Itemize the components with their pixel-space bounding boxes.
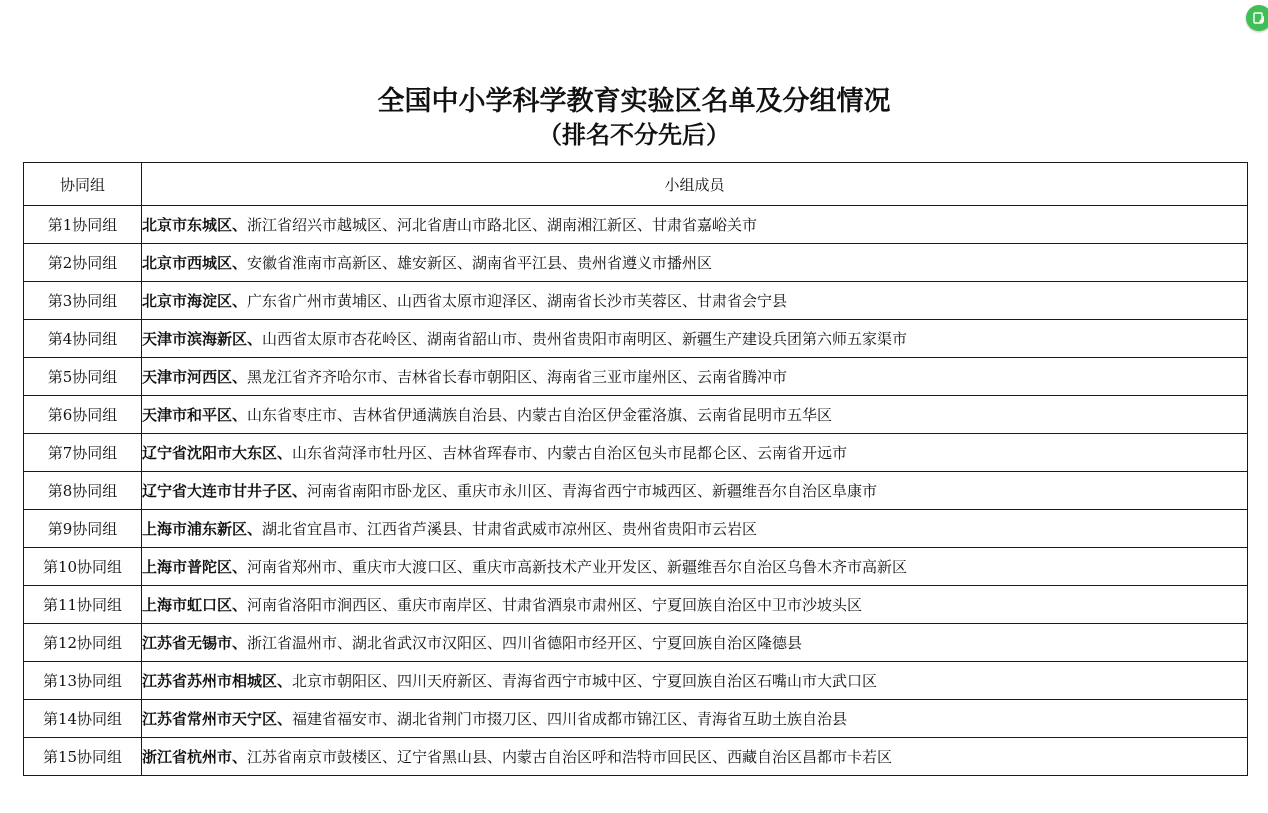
table-row (24, 282, 1248, 320)
table-row (24, 206, 1248, 244)
member-districts: 福建省福安市、湖北省荆门市掇刀区、四川省成都市锦江区、青海省互助土族自治县 (292, 710, 848, 728)
lead-district: 辽宁省大连市甘井子区、 (142, 482, 308, 500)
group-cell: 第6协同组 (24, 396, 142, 434)
group-cell: 第5协同组 (24, 358, 142, 396)
member-districts: 山西省太原市杏花岭区、湖南省韶山市、贵州省贵阳市南明区、新疆生产建设兵团第六师五家渠市 (262, 330, 908, 348)
table-row (24, 320, 1248, 358)
group-cell: 第4协同组 (24, 320, 142, 358)
members-cell (142, 738, 1248, 776)
table-row (24, 700, 1248, 738)
lead-district: 北京市西城区、 (142, 254, 248, 272)
lead-district: 天津市和平区、 (142, 406, 248, 424)
group-cell: 第7协同组 (24, 434, 142, 472)
lead-district: 上海市普陀区、 (142, 558, 248, 576)
lead-district: 江苏省苏州市相城区、 (142, 672, 293, 690)
document-subtitle: （排名不分先后） (538, 120, 730, 149)
lead-district: 辽宁省沈阳市大东区、 (142, 444, 293, 462)
groups-table (23, 162, 1248, 776)
member-districts: 江苏省南京市鼓楼区、辽宁省黑山县、内蒙古自治区呼和浩特市回民区、西藏自治区昌都市卡若区 (247, 748, 893, 766)
lead-district: 江苏省无锡市、 (142, 634, 248, 652)
member-districts: 黑龙江省齐齐哈尔市、吉林省长春市朝阳区、海南省三亚市崖州区、云南省腾冲市 (247, 368, 788, 386)
members-cell (142, 510, 1248, 548)
members-cell (142, 244, 1248, 282)
group-cell: 第8协同组 (24, 472, 142, 510)
table-row (24, 548, 1248, 586)
member-districts: 山东省枣庄市、吉林省伊通满族自治县、内蒙古自治区伊金霍洛旗、云南省昆明市五华区 (247, 406, 833, 424)
member-districts: 浙江省温州市、湖北省武汉市汉阳区、四川省德阳市经开区、宁夏回族自治区隆德县 (247, 634, 803, 652)
lead-district: 北京市东城区、 (142, 216, 248, 234)
group-cell: 第14协同组 (24, 700, 142, 738)
member-districts: 湖北省宜昌市、江西省芦溪县、甘肃省武威市凉州区、贵州省贵阳市云岩区 (262, 520, 758, 538)
member-districts: 北京市朝阳区、四川天府新区、青海省西宁市城中区、宁夏回族自治区石嘴山市大武口区 (292, 672, 878, 690)
members-cell (142, 396, 1248, 434)
member-districts: 安徽省淮南市高新区、雄安新区、湖南省平江县、贵州省遵义市播州区 (247, 254, 713, 272)
table-body (24, 206, 1248, 776)
table-row (24, 244, 1248, 282)
lead-district: 浙江省杭州市、 (142, 748, 248, 766)
table-row (24, 472, 1248, 510)
table-row (24, 510, 1248, 548)
members-cell (142, 662, 1248, 700)
members-cell (142, 472, 1248, 510)
document-title: 全国中小学科学教育实验区名单及分组情况 (377, 86, 891, 117)
members-cell (142, 358, 1248, 396)
members-cell (142, 206, 1248, 244)
table-row (24, 358, 1248, 396)
group-cell: 第9协同组 (24, 510, 142, 548)
lead-district: 江苏省常州市天宁区、 (142, 710, 293, 728)
group-cell: 第13协同组 (24, 662, 142, 700)
floating-music-button[interactable] (1246, 5, 1268, 31)
member-districts: 河南省南阳市卧龙区、重庆市永川区、青海省西宁市城西区、新疆维吾尔自治区阜康市 (307, 482, 878, 500)
table-row (24, 738, 1248, 776)
table-row (24, 662, 1248, 700)
lead-district: 上海市虹口区、 (142, 596, 248, 614)
group-cell: 第2协同组 (24, 244, 142, 282)
member-districts: 河南省郑州市、重庆市大渡口区、重庆市高新技术产业开发区、新疆维吾尔自治区乌鲁木齐市高新区 (247, 558, 908, 576)
table-header-row (24, 163, 1248, 206)
group-cell: 第12协同组 (24, 624, 142, 662)
lead-district: 天津市滨海新区、 (142, 330, 263, 348)
lead-district: 北京市海淀区、 (142, 292, 248, 310)
table-row (24, 434, 1248, 472)
header-members: 小组成员 (142, 163, 1248, 206)
group-cell: 第11协同组 (24, 586, 142, 624)
members-cell (142, 548, 1248, 586)
table-row (24, 396, 1248, 434)
member-districts: 广东省广州市黄埔区、山西省太原市迎泽区、湖南省长沙市芙蓉区、甘肃省会宁县 (247, 292, 788, 310)
group-cell: 第10协同组 (24, 548, 142, 586)
header-group: 协同组 (24, 163, 142, 206)
table-row (24, 624, 1248, 662)
members-cell (142, 624, 1248, 662)
members-cell (142, 586, 1248, 624)
members-cell (142, 700, 1248, 738)
member-districts: 河南省洛阳市涧西区、重庆市南岸区、甘肃省酒泉市肃州区、宁夏回族自治区中卫市沙坡头区 (247, 596, 863, 614)
group-cell: 第3协同组 (24, 282, 142, 320)
member-districts: 浙江省绍兴市越城区、河北省唐山市路北区、湖南湘江新区、甘肃省嘉峪关市 (247, 216, 758, 234)
group-cell: 第15协同组 (24, 738, 142, 776)
table-row (24, 586, 1248, 624)
lead-district: 天津市河西区、 (142, 368, 248, 386)
member-districts: 山东省菏泽市牡丹区、吉林省珲春市、内蒙古自治区包头市昆都仑区、云南省开远市 (292, 444, 848, 462)
music-note-icon (1252, 11, 1266, 25)
members-cell (142, 282, 1248, 320)
group-cell: 第1协同组 (24, 206, 142, 244)
members-cell (142, 320, 1248, 358)
members-cell (142, 434, 1248, 472)
lead-district: 上海市浦东新区、 (142, 520, 263, 538)
